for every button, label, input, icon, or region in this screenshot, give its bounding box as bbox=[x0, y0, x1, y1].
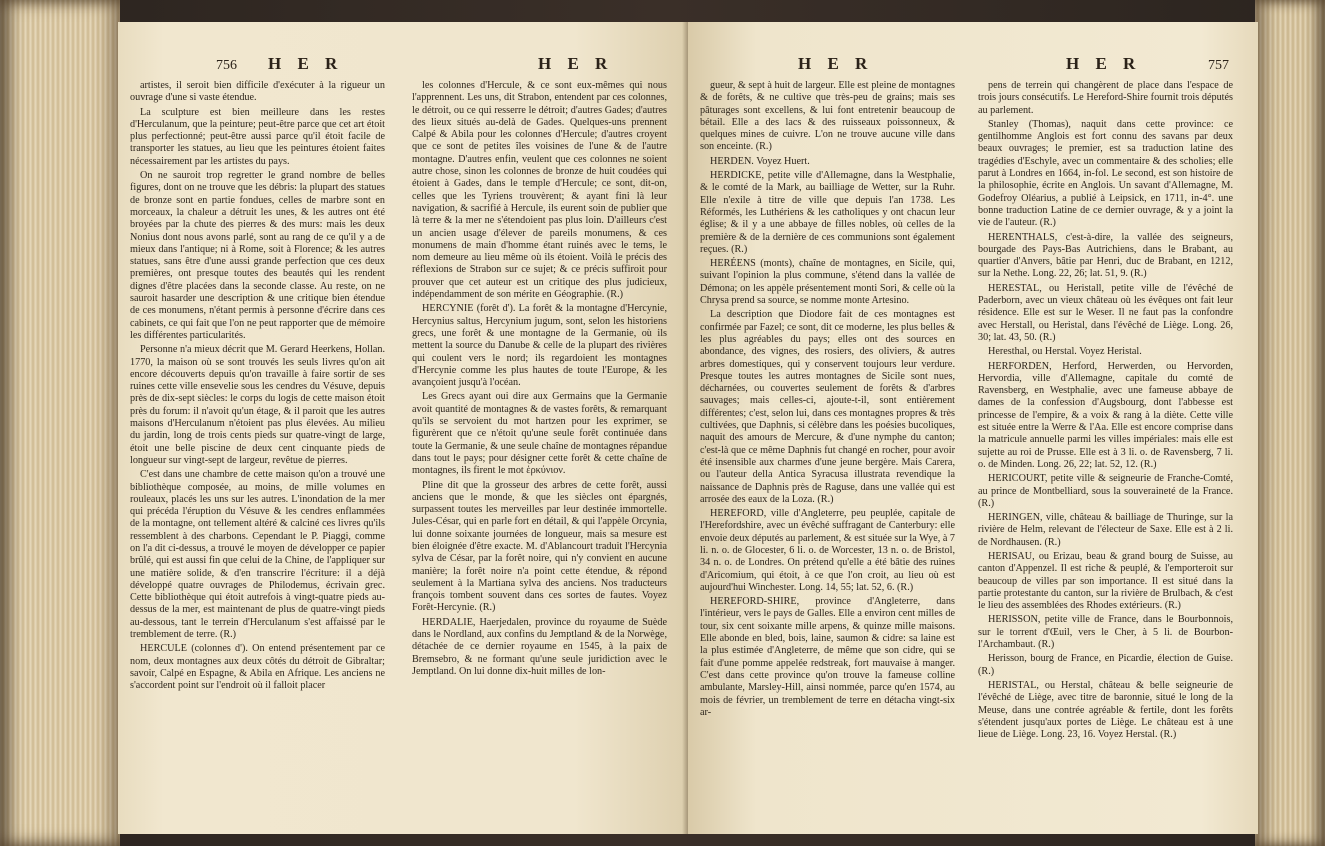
page-number-left: 756 bbox=[216, 58, 237, 73]
paragraph: gueur, & sept à huit de largeur. Elle est pleine de montagnes & de forêts, & ne cultive que très-peu de grains; mais ses pâturages sont excellens, & lui font entretenir beaucoup de bétail. Elle a des lacs & des ruisseaux poissonneux, & quelques mines de cuivre. L'on ne trouve aucune ville dans son enceinte. (R.) bbox=[700, 80, 955, 153]
paragraph: HERCULE (colonnes d'). On entend présentement par ce nom, deux montagnes aux deux côtés du détroit de Gibraltar; savoir, Calpé en Espagne, & Abila en Afrique. Les anciens ne s'accordent point sur l'endroit où il falloit placer bbox=[130, 643, 385, 692]
paragraph: HERINGEN, ville, château & bailliage de Thuringe, sur la rivière de Helm, relevant de l'électeur de Saxe. Elle est à 2 li. de Nordhausen. (R.) bbox=[978, 512, 1233, 548]
paragraph: HERDALIE, Haerjedalen, province du royaume de Suède dans le Nordland, aux confins du Jemptland & de la Norwège, détachée de ce dernier royaume en 1545, à la paix de Bremsebro, & ne formant qu'une seule juridiction avec le Jemptland. On lui donne dix-huit milles de lon- bbox=[412, 616, 667, 677]
paragraph: On ne sauroit trop regretter le grand nombre de belles figures, dont on ne trouve que les débris: la plupart des statues de bronze sont en partie fondues, celles de marbre sont en morceaux, la chaleur a détruit les unes, & les autres ont été broyées par la chute des pierres & des murs: mais les deux Nonius dont nous avons parlé, sont au rang de ce qu'il y a de mieux dans l'antique; ni à Rome, soit à Florence; & les autres statues, sans être d'une aussi grande perfection que ces deux premières, ont presque toutes des beautés qui les rendent dignes d'être placées dans la seconde classe. Au reste, on ne sauroit hasarder une description & une critique bien étendue de ces monumens, n'étant permis à personne d'écrire dans ces cabinets, ce qui fait que l'on ne peut rapporter que de mémoire les différentes particularités. bbox=[130, 170, 385, 341]
paragraph: HERESTAL, ou Heristall, petite ville de l'évêché de Paderborn, avec un vieux château où les évêques ont fait leur résidence. Elle est sur le Weser. Il ne faut pas la confondre avec Herstall, ou Heristal, dans l'évêché de Liège. Long. 26, 30; lat. 43, 50. (R.) bbox=[978, 282, 1233, 343]
paragraph: HERDICKE, petite ville d'Allemagne, dans la Westphalie, & le comté de la Mark, au bailliage de Wetter, sur la Ruhr. Elle n'exile à titre de ville que depuis l'an 1738. Les Réformés, les Luthériens & les catholiques y ont chacun leur église; & il y a une abbaye de filles nobles, où celles de la première & de la dernière de ces communions sont également reçues. (R.) bbox=[700, 170, 955, 255]
paragraph: La sculpture est bien meilleure dans les restes d'Herculanum, que la peinture; peut-être parce que cet art étoit plus perfectionné; peut-être aussi parce qu'il étoit facile de transporter les statues, au lieu que les peintures étoient faites nécessairement par les artistes du pays. bbox=[130, 106, 385, 167]
left-page-column-1 bbox=[130, 80, 385, 834]
paragraph: Les Grecs ayant oui dire aux Germains que la Germanie avoit quantité de montagnes & de vastes forêts, & remarquant qu'ils se servoient du mot hartzen pour les exprimer, se figurèrent que ce n'étoit qu'une seule forêt continuée dans toute la Germanie, & une seule chaîne de montagnes répandue dans tout le pays; pour désigner cette forêt & cette chaîne de montagnes, ils firent le mot ἑρκύνιον. bbox=[412, 391, 667, 477]
paragraph: HERISSON, petite ville de France, dans le Bourbonnois, sur le torrent d'Œuil, vers le Cher, à 5 li. de Bourbon-l'Archambaut. (R.) bbox=[978, 614, 1233, 651]
right-page-edges bbox=[1255, 0, 1325, 846]
paragraph: les colonnes d'Hercule, & ce sont eux-mêmes qui nous l'apprennent. Les uns, dit Strabon, entendent par ces colonnes, le détroit, ou ce qui resserre le détroit; d'autres Gades; d'autres des lieux situés au-delà de Gades. Quelques-uns prennent Calpé & Abila pour les colonnes d'Hercule; d'autres croyent que ce sont de petites îles voisines de l'une & de l'autre montagne. D'autres enfin, veulent que ces colonnes ne soient autre chose, sinon les colonnes de bronze de huit coudées qui étoient à Gades, dans le temple d'Hercule; ce sont, dit-on, celles que les Tyriens trouvèrent; & ayant fini là leur navigation, & sacrifié à Hercule, ils eurent soin de publier que là terre & la mer ne s'étendoient pas plus loin. D'ailleurs c'est un ancien usage d'élever de pareils monumens, & ces monumens de main d'homme étant ruinés avec le tems, le nom demeure au lieu même où ils étoient. Voilà le précis des réflexions de Strabon sur ce sujet; & ce précis suffiroit pour prouver que cet auteur est un critique des plus judicieux, indépendamment de son mérite en Géographie. (R.) bbox=[412, 80, 667, 301]
paragraph: La description que Diodore fait de ces montagnes est confirmée par Fazel; ce sont, dit ce moderne, les plus belles & les plus agréables du pays; elles ont des sources en abondance, des vignes, des rosiers, des oliviers, & autres arbres domestiques, qui y conservent toujours leur verdure. Presque toutes les autres montagnes de Sicile sont nues, décharnées, ou couvertes seulement de forêts & d'arbres sauvages; mais celles-ci, ajoute-t-il, sont entièrement différentes; c'est, selon lui, dans ces montagnes propres & très cultivées, que Daphnis, si célèbre dans les poésies bucoliques, naquit des amours de Mercure, & d'une nymphe du canton; c'est-là que ce même Daphnis fut changé en rocher, pour avoir été insensible aux charmes d'une jeune bergère. Mais Carera, ou l'auteur della Antica Syracusa illustrata revendique la naissance de Daphnis près de Raguse, dans une vallée qui est arrosée des eaux de la Loza. (R.) bbox=[700, 309, 955, 505]
running-head-left-col1: H E R bbox=[268, 54, 344, 73]
paragraph: HERENTHALS, c'est-à-dire, la vallée des seigneurs, bourgade des Pays-Bas Autrichiens, dans le Brabant, au quartier d'Anvers, bâtie par Henri, duc de Brabant, en 1212, sur la Nethe. Long. 22, 26; lat. 51, 9. (R.) bbox=[978, 231, 1233, 280]
left-page-edges bbox=[0, 0, 120, 846]
paragraph: pens de terrein qui changèrent de place dans l'espace de trois jours consécutifs. Le Hereford-Shire fournit trois députés au parlement. bbox=[978, 80, 1233, 116]
left-page bbox=[118, 22, 688, 834]
running-head-right-col1: H E R bbox=[798, 54, 874, 73]
paragraph: HERFORDEN, Herford, Herwerden, ou Hervorden, Hervordia, ville d'Allemagne, capitale du comté de Ravensberg, en Westphalie, avec une fameuse abbaye de dames de la confession d'Augsbourg, dont l'abbesse est princesse de l'empire, & a voix & rang à la diète. Cette ville est située entre la Werre & l'Aa. Elle est encore comprise dans la matricule annuelle parmi les villes impériales: mais elle est sujette au roi de Prusse. Elle est à 3 li. o. de Ravensberg, 7 li. o. de Minden. Long. 26, 22; lat. 52, 12. (R.) bbox=[978, 360, 1233, 470]
right-page-column-2 bbox=[978, 80, 1233, 834]
paragraph: artistes, il seroit bien difficile d'exécuter à la rigueur un ouvrage d'une si vaste étendue. bbox=[130, 80, 385, 104]
paragraph: HERDEN. Voyez Huert. bbox=[710, 155, 810, 167]
paragraph: Pline dit que la grosseur des arbres de cette forêt, aussi anciens que le monde, & que les siècles ont épargnés, surpassent toutes les merveilles par leur destinée immortelle. Jules-César, qui en parle fort en détail, & qui l'appèle Orcynia, lui donne soixante journées de longueur, mais sa mesure est bien éloignée d'être exacte. M. d'Ablancourt traduit l'Hercynia sylva de César, par la forêt noire, qui n'y convient en aucune manière; la forêt noire n'a point cette étendue, & répond seulement à la Martiana sylva des anciens. Nos traducteurs françois tombent souvent dans ces sortes de fautes. Voyez Forêt-Hercynie. (R.) bbox=[412, 479, 667, 614]
paragraph: HEREFORD, ville d'Angleterre, peu peuplée, capitale de l'Herefordshire, avec un évêché suffragant de Canterbury: elle envoie deux députés au parlement, & est située sur la Wye, à 7 li. n. o. de Glocester, 6 li. o. de Worcester, 13 n. o. de Bristol, 34 n. o. de Londres. On prétend qu'elle a été bâtie des ruines d'Aricomium, qui étoit, à ce que l'on croit, au lieu où est aujourd'hui Winchester. Long. 14, 55; lat. 52, 6. (R.) bbox=[700, 508, 955, 593]
left-page-column-2 bbox=[412, 80, 667, 834]
paragraph: Heresthal, ou Herstal. Voyez Heristal. bbox=[988, 346, 1142, 358]
paragraph: HERISTAL, ou Herstal, château & belle seigneurie de l'évêché de Liège, avec titre de baronnie, situé le long de la Meuse, dans une contrée agréable & fertile, dont les forêts s'étendent jusqu'aux portes de Liège. Le château est à une lieue de Liège. Long. 23, 16. Voyez Herstal. (R.) bbox=[978, 679, 1233, 741]
running-head-right-col2: H E R bbox=[1066, 54, 1142, 73]
paragraph: Herisson, bourg de France, en Picardie, élection de Guise. (R.) bbox=[978, 653, 1233, 677]
right-page bbox=[688, 22, 1258, 834]
paragraph: HERICOURT, petite ville & seigneurie de Franche-Comté, au prince de Montbelliard, sous la souveraineté de la France. (R.) bbox=[978, 473, 1233, 509]
right-page-column-1 bbox=[700, 80, 955, 834]
paragraph: HEREFORD-SHIRE, province d'Angleterre, dans l'intérieur, vers le pays de Galles. Elle a environ cent milles de tour, six cent soixante mille arpens, & quinze mille maisons. Elle abonde en bled, bois, laine, saumon & cidre: sa laine est la plus estimée d'Angleterre, de même que son cidre, qui se fait d'une pomme appelée redstreak, fort mauvaise à manger. C'est dans cette province qu'on trouve la fameuse colline ambulante, Marsley-Hill, ainsi nommée, parce qu'en 1574, au mois de février, un tremblement de terre en détacha vingt-six ar- bbox=[700, 596, 955, 718]
running-head-left-col2: H E R bbox=[538, 54, 614, 73]
paragraph: HERÉENS (monts), chaîne de montagnes, en Sicile, qui, suivant l'opinion la plus commune, s'étend dans la vallée de Démona; on les appèle présentement monti Sori, & celle où la Chrysa prend sa source, se nomme monte Artesino. bbox=[700, 258, 955, 307]
paragraph: C'est dans une chambre de cette maison qu'on a trouvé une bibliothèque composée, au moins, de mille volumes en rouleaux, placés les uns sur les autres. L'inondation de la mer qui précéda l'éruption du Vésuve & les cendres enflammées de la montagne, ont tellement altéré & calciné ces livres qu'ils ressemblent à des charbons. Cependant le P. Piaggi, comme on l'a dit ci-dessus, a trouvé le moyen de développer ce papier brûlé, qui est aussi fin que celui de la Chine, de l'appliquer sur une matière solide, & d'en transcrire l'écriture: il a déjà développé quatre ouvrages de Philodemus, écrivain grec. Cette bibliothèque qui étoit autrefois à vingt-quatre pieds au-dessus de la mer, est maintenant de plus de quatre-vingt pieds au-dessous, tant le terrein d'Herculanum s'est affaissé par le tremblement de terre. (R.) bbox=[130, 469, 385, 641]
paragraph: Stanley (Thomas), naquit dans cette province: ce gentilhomme Anglois est fort connu des savans par deux beaux ouvrages; le premier, est sa traduction latine des tragédies d'Eschyle, avec un commentaire & des scholies; elle parut à Londres en 1664, in-fol. Le second, est son histoire de la philosophie, écrite en Anglois. Un savant d'Allemagne, M. Godefroy Oléarius, a publié à Leipsick, en 1711, in-4°. une bonne traduction Latine de ce dernier ouvrage, & y a joint la vie de l'auteur. (R.) bbox=[978, 118, 1233, 229]
paragraph: HERCYNIE (forêt d'). La forêt & la montagne d'Hercynie, Hercynius saltus, Hercynium jugum, sont, selon les historiens grecs, une forêt & une montagne de la Germanie, où ils mettent la source du Danube & celle de la plupart des rivières qui coulent vers le nord; ils regardoient les montagnes d'Hercynie comme les plus hautes de toute l'Europe, & les avançoient jusqu'à l'océan. bbox=[412, 303, 667, 389]
page-number-right: 757 bbox=[1208, 58, 1229, 73]
paragraph: HERISAU, ou Erizau, beau & grand bourg de Suisse, au canton d'Appenzel. Il est riche & peuplé, & l'emporteroit sur beaucoup de villes par son importance. Il est situé dans la partie protestante du canton, sur la rivière de Brulbach, & c'est le lieu des assemblées des Rhodes extérieurs. (R.) bbox=[978, 550, 1233, 612]
paragraph: Personne n'a mieux décrit que M. Gerard Heerkens, Hollan. 1770, la maison où se sont trouvés les seuls livres qu'on ait encore découverts depuis qu'on travaille à faire sortir de ses ruines cette ville ensevelie sous les cendres du Vésuve, depuis près de dix-sept siècles: le corps du logis de cette maison étoit près du forum: il n'avoit qu'un étage, & il paroit que les autres maisons d'Herculanum n'étoient pas plus élevées. Au milieu du jardin, long de trois cents pieds sur quatre-vingt de large, étoit une belle piscine de deux cent cinquante pieds de longueur sur vingt-sept de largeur, revêtue de pierres. bbox=[130, 344, 385, 466]
